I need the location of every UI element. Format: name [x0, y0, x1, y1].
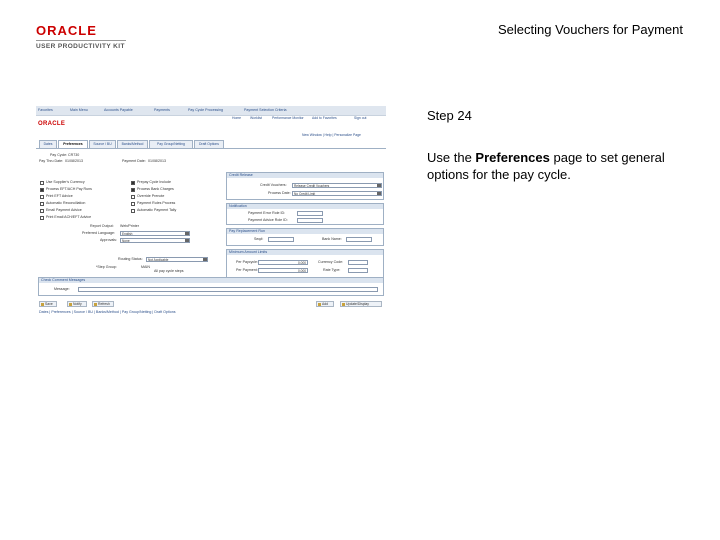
per-paycycle-label: Per Paycycle: — [236, 260, 258, 264]
approvals-label: Approvals: — [100, 238, 117, 242]
bank-name-input[interactable] — [346, 237, 372, 242]
notify-button[interactable] — [67, 301, 87, 307]
link-performance[interactable]: Performance Monitor — [272, 116, 304, 120]
check-label-process-eft: Process EFT/ACH Pay Runs — [46, 187, 92, 191]
payment-date-label: Payment Date: — [122, 159, 146, 163]
message-input[interactable] — [78, 287, 378, 292]
add-icon — [318, 303, 321, 306]
tab-source-bu[interactable]: Source / BU — [89, 140, 116, 148]
credit-release-header: Credit Release — [227, 173, 383, 178]
document-title: Selecting Vouchers for Payment — [498, 22, 683, 37]
rate-type-label: Rate Type: — [323, 268, 341, 272]
step-label: Step 24 — [427, 108, 472, 123]
approvals-select[interactable]: None — [120, 238, 190, 243]
per-payment-label: Per Payment: — [236, 268, 258, 272]
breadcrumb-bar — [36, 106, 386, 116]
checkbox-print-email[interactable] — [40, 216, 44, 220]
refresh-label: Refresh — [98, 302, 110, 306]
checkbox-override-prenote[interactable] — [131, 195, 135, 199]
refresh-button[interactable] — [92, 301, 114, 307]
tab-draft-options[interactable]: Draft Options — [194, 140, 224, 148]
report-output-value: Web/Printer — [120, 224, 139, 228]
breadcrumb-pay-cycle[interactable]: Pay Cycle Processing — [188, 108, 223, 112]
tab-pay-group[interactable]: Pay Group/Netting — [149, 140, 193, 148]
checkbox-prepay[interactable] — [131, 181, 135, 185]
checkbox-print-eft[interactable] — [40, 195, 44, 199]
tab-divider — [36, 148, 386, 149]
advice-role-input[interactable] — [297, 218, 323, 223]
step-description — [427, 149, 687, 183]
breadcrumb-selection-criteria[interactable]: Payment Selection Criteria — [244, 108, 287, 112]
check-label-bank-charges: Process Bank Charges — [137, 187, 174, 191]
pay-thru-label: Pay Thru Date: — [39, 159, 64, 163]
pay-thru-value: 01/08/2013 — [65, 159, 83, 163]
link-worklist[interactable]: Worklist — [250, 116, 262, 120]
link-add-favorites[interactable]: Add to Favorites — [312, 116, 337, 120]
check-label-payment-rules: Payment Rules Process — [137, 201, 176, 205]
checkbox-email-advice[interactable] — [40, 209, 44, 213]
seq-label: Seq#: — [254, 237, 264, 241]
per-payment-input[interactable]: 0.000 — [258, 268, 308, 273]
currency-code-label: Currency Code: — [318, 260, 344, 264]
update-icon — [342, 303, 345, 306]
footer-page-links[interactable]: Dates | Preferences | Source / BU | Banks/Method | Pay Group/Netting | Draft Options — [39, 310, 176, 314]
check-comment-header: Check Comment Messages — [39, 278, 383, 283]
step-group-value: MAIN — [141, 265, 150, 269]
checkbox-process-eft[interactable] — [40, 188, 44, 192]
link-home[interactable]: Home — [232, 116, 242, 120]
process-date-label: Process Date: — [268, 191, 291, 195]
process-date-select[interactable]: No Credit Limit — [292, 191, 382, 196]
desc-bold-page: Preferences — [475, 150, 550, 165]
new-window-links[interactable]: New Window | Help | Personalize Page — [302, 133, 361, 137]
check-label-payment-tally: Automatic Payment Tally — [137, 208, 177, 212]
application-screenshot — [36, 106, 386, 321]
add-label: Add — [322, 302, 329, 306]
credit-vouchers-select[interactable]: Release Credit Vouchers — [292, 183, 382, 188]
preferred-language-label: Preferred Language: — [82, 231, 115, 235]
pay-cycle-label: Pay Cycle: — [50, 153, 68, 157]
checkbox-bank-charges[interactable] — [131, 188, 135, 192]
breadcrumb-main-menu[interactable]: Main Menu — [70, 108, 88, 112]
refresh-icon — [94, 303, 97, 306]
routing-status-label: Routing Status: — [118, 257, 143, 261]
minimum-amount-header: Minimum Amount Limits — [227, 250, 383, 255]
error-role-input[interactable] — [297, 211, 323, 216]
logo-word: ORACLE — [36, 23, 97, 38]
check-label-prepay: Prepay Cycle Include — [137, 180, 171, 184]
check-label-suppliers-currency: Use Supplier's Currency — [46, 180, 85, 184]
desc-before: Use the — [427, 150, 476, 165]
add-button[interactable] — [316, 301, 334, 307]
check-label-auto-recon: Automatic Reconciliation — [46, 201, 86, 205]
currency-code-input[interactable] — [348, 260, 368, 265]
save-icon — [41, 303, 44, 306]
pay-cycle-value: CR730 — [68, 153, 80, 157]
advice-role-label: Payment Advice Role ID: — [248, 218, 288, 222]
bank-name-label: Bank Name: — [322, 237, 342, 241]
logo-subtitle: USER PRODUCTIVITY KIT — [36, 40, 126, 50]
routing-status-select[interactable]: Not Applicable — [146, 257, 208, 262]
error-role-label: Payment Error Role ID: — [248, 211, 286, 215]
notify-label: Notify — [73, 302, 82, 306]
checkbox-auto-recon[interactable] — [40, 202, 44, 206]
app-oracle-logo: ORACLE — [38, 121, 66, 127]
check-label-override-prenote: Override Prenote — [137, 194, 165, 198]
breadcrumb-payments[interactable]: Payments — [154, 108, 170, 112]
save-button[interactable] — [39, 301, 57, 307]
pay-replacement-header: Pay Replacement Run — [227, 229, 383, 234]
oracle-upk-logo — [36, 24, 126, 50]
checkbox-suppliers-currency[interactable] — [40, 181, 44, 185]
checkbox-payment-tally[interactable] — [131, 209, 135, 213]
tab-dates[interactable]: Dates — [39, 140, 57, 148]
update-label: Update/Display — [346, 302, 369, 306]
breadcrumb-favorites[interactable]: Favorites — [38, 108, 53, 112]
update-display-button[interactable] — [340, 301, 382, 307]
tab-preferences[interactable]: Preferences — [58, 140, 88, 148]
rate-type-input[interactable] — [348, 268, 368, 273]
checkbox-payment-rules[interactable] — [131, 202, 135, 206]
payment-date-value: 01/08/2013 — [148, 159, 166, 163]
per-paycycle-input[interactable]: 0.000 — [258, 260, 308, 265]
report-output-label: Report Output: — [90, 224, 114, 228]
credit-vouchers-label: Credit Vouchers: — [260, 183, 287, 187]
link-sign-out[interactable]: Sign out — [354, 116, 367, 120]
message-label: Message: — [54, 287, 70, 291]
preferred-language-select[interactable]: English — [120, 231, 190, 236]
step-group-label: *Step Group: — [96, 265, 117, 269]
check-label-print-eft: Print EFT Advice — [46, 194, 73, 198]
check-label-email-advice: Email Payment Advice — [46, 208, 82, 212]
desc-after: page to set general options for the pay cycle. — [427, 150, 665, 182]
save-label: Save — [45, 302, 53, 306]
notification-header: Notification — [227, 204, 383, 209]
check-label-print-email: Print Email ACH/EFT Advice — [46, 215, 92, 219]
all-steps-text: All pay cycle steps — [154, 269, 184, 273]
notify-icon — [69, 303, 72, 306]
tab-banks-method[interactable]: Banks/Method — [117, 140, 148, 148]
breadcrumb-accounts-payable[interactable]: Accounts Payable — [104, 108, 133, 112]
seq-input[interactable] — [268, 237, 294, 242]
